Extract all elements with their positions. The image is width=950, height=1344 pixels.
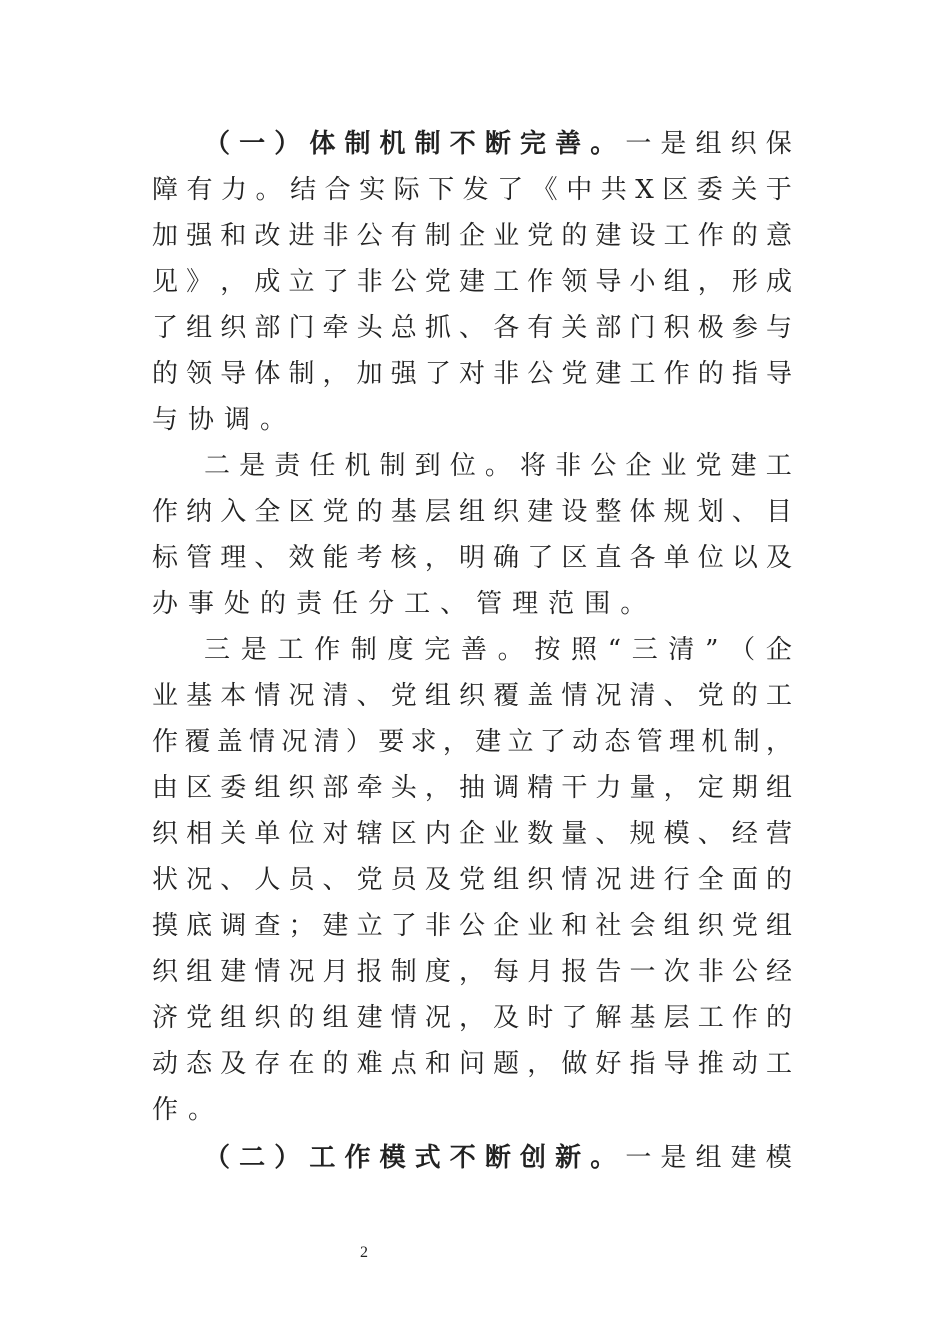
text-line: 办 事 处 的 责 任 分 工 、 管 理 范 围 。	[152, 589, 657, 619]
text-line: 的 领 导 体 制 ， 加 强 了 对 非 公 党 建 工 作 的 指 导	[152, 359, 792, 389]
text-line: 济 党 组 织 的 组 建 情 况 ， 及 时 了 解 基 层 工 作 的	[152, 1003, 792, 1033]
text-line: 织 组 建 情 况 月 报 制 度 ， 每 月 报 告 一 次 非 公 经	[152, 957, 792, 987]
text-line: 状 况 、 人 员 、 党 员 及 党 组 织 情 况 进 行 全 面 的	[152, 865, 792, 895]
text-line: 作 。	[152, 1095, 225, 1125]
text-line: 作 覆 盖 情 况 清 ） 要 求 ， 建 立 了 动 态 管 理 机 制 ，	[152, 727, 792, 757]
page-number: 2	[360, 1244, 368, 1261]
text-line: 摸 底 调 查 ； 建 立 了 非 公 企 业 和 社 会 组 织 党 组	[152, 911, 792, 941]
text-line: 了 组 织 部 门 牵 头 总 抓 、 各 有 关 部 门 积 极 参 与	[152, 313, 792, 343]
text-line: 障 有 力 。 结 合 实 际 下 发 了 《 中 共 X 区 委 关 于	[152, 175, 792, 205]
text-line: （ 二 ） 工 作 模 式 不 断 创 新 。 一 是 组 建 模	[204, 1143, 792, 1173]
text-line: 业 基 本 情 况 清 、 党 组 织 覆 盖 情 况 清 、 党 的 工	[152, 681, 792, 711]
text-line: 织 相 关 单 位 对 辖 区 内 企 业 数 量 、 规 模 、 经 营	[152, 819, 792, 849]
text-line: 二 是 责 任 机 制 到 位 。 将 非 公 企 业 党 建 工	[204, 451, 792, 481]
text-line: （ 一 ） 体 制 机 制 不 断 完 善 。 一 是 组 织 保	[204, 129, 792, 159]
text-line: 动 态 及 存 在 的 难 点 和 问 题 ， 做 好 指 导 推 动 工	[152, 1049, 792, 1079]
text-line: 作 纳 入 全 区 党 的 基 层 组 织 建 设 整 体 规 划 、 目	[152, 497, 792, 527]
text-line: 三 是 工 作 制 度 完 善 。 按 照 “ 三 清 ” （ 企	[204, 635, 792, 665]
text-line: 与 协 调 。	[152, 405, 297, 435]
text-line: 由 区 委 组 织 部 牵 头 ， 抽 调 精 干 力 量 ， 定 期 组	[152, 773, 792, 803]
text-line: 标 管 理 、 效 能 考 核 ， 明 确 了 区 直 各 单 位 以 及	[152, 543, 792, 573]
text-line: 见 》 ， 成 立 了 非 公 党 建 工 作 领 导 小 组 ， 形 成	[152, 267, 792, 297]
text-line: 加 强 和 改 进 非 公 有 制 企 业 党 的 建 设 工 作 的 意	[152, 221, 792, 251]
